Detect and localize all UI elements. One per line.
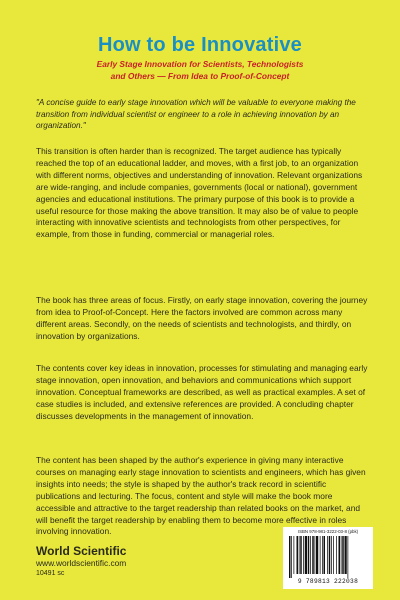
isbn-label: ISBN 978-981-3222-03-8 (pbk) <box>297 529 359 534</box>
barcode-bars-icon <box>287 536 369 578</box>
publisher-block <box>36 544 216 578</box>
description-paragraph-4: The content has been shaped by the author's experience in giving many interactive courses on managing early stage innovation to scientists and engineers, which has given insights into needs; the style is shaped by the author's track record in scientific publications and lecturing. The focus, content and style will make the book more accessible and attractive to the target readership than related books on the market, and will benefit the target readership by enabling them to become more effective in roles involving innovation. <box>36 455 366 537</box>
subtitle-line-1: Early Stage Innovation for Scientists, Technologists <box>96 59 304 69</box>
description-paragraph-2: The book has three areas of focus. Firstly, on early stage innovation, covering the journey from idea to Proof-of-Concept. Here the factors involved are common across many different areas. Secondly, on the needs of scientists and technologists, and thirdly, on innovation by organizations. <box>36 295 368 341</box>
isbn-barcode <box>283 527 373 589</box>
description-paragraph-3: The contents cover key ideas in innovation, processes for stimulating and managing early stage innovation, open innovation, and behaviors and communications which support innovation. Conceptual frameworks are described, as well as practical examples. A set of case studies is included, and extensive references are provided. A concluding chapter discusses developments in the management of innovation. <box>36 363 368 421</box>
isbn-digits: 9 789813 222038 <box>297 578 359 585</box>
publisher-url: www.worldscientific.com <box>36 558 127 568</box>
book-subtitle <box>60 59 340 82</box>
product-code: 10491 sc <box>36 570 65 577</box>
subtitle-line-2: and Others — From Idea to Proof-of-Concept <box>110 70 290 81</box>
endorsement-quote: "A concise guide to early stage innovation which will be valuable to everyone making the transition from individual scientist or engineer to a role in achieving innovation by an organization." <box>36 98 356 131</box>
description-paragraph-1: This transition is often harder than is recognized. The target audience has typically reached the top of an educational ladder, and moves, with a first job, to an organization with different norms, objectives and understanding of innovation. Relevant organizations are wide-ranging, and include companies, governments (local or national), government agencies and educational institutions. The primary purpose of this book is to provide a useful resource for those making the above transition. It may also be of value to people interacting with innovative scientists and technologists from other perspectives, for example, from those in funding, commercial or managerial roles. <box>36 146 363 240</box>
publisher-name: World Scientific <box>36 544 127 558</box>
book-title: How to be Innovative <box>97 34 303 56</box>
